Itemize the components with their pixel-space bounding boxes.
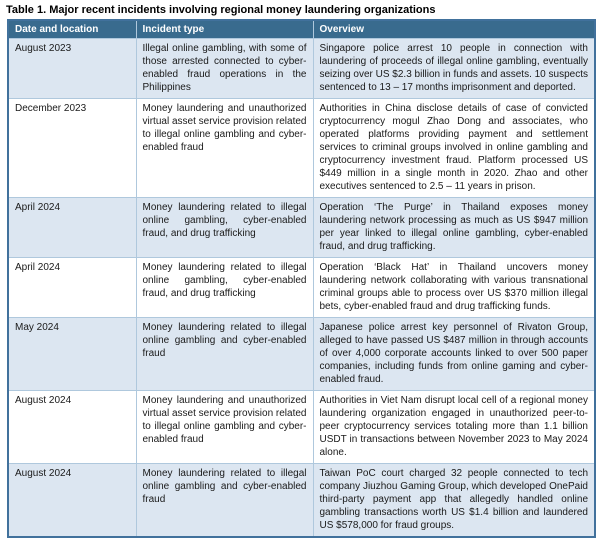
table-row [8,99,595,198]
table-row [8,464,595,538]
cell-incident-type: Money laundering and unauthorized virtual asset service provision related to illegal online gambling and cyber-enabled fraud [136,391,313,464]
cell-incident-type: Money laundering related to illegal online gambling and cyber-enabled fraud [136,318,313,391]
cell-overview: Operation ‘Black Hat’ in Thailand uncovers money laundering network collaborating with various transnational criminal groups able to process over US $370 million illegal bets, cyber-enabled fraud and drug trafficking funds. [313,258,595,318]
cell-date: May 2024 [8,318,136,391]
table-row [8,318,595,391]
cell-incident-type: Money laundering related to illegal online gambling, cyber-enabled fraud, and drug trafficking [136,198,313,258]
cell-overview: Authorities in Viet Nam disrupt local cell of a regional money laundering organization engaged in unauthorized peer-to-peer cryptocurrency services totaling more than 1.1 billion USDT in transactions between November 2023 to May 2024 alone. [313,391,595,464]
header-row [8,20,595,39]
cell-overview: Operation ‘The Purge’ in Thailand exposes money laundering network processing as much as US $947 million per year linked to illegal online gambling, cyber-enabled fraud, and drug trafficking. [313,198,595,258]
cell-overview: Authorities in China disclose details of case of convicted cryptocurrency mogul Zhao Dong and associates, who operated platforms providing payment and settlement services to criminal groups involved in online gambling and cryptocurrency investment fraud. Platform processed US $449 million in a single month in 2020. Zhao and other executives sentenced to 2.5 – 11 years in prison. [313,99,595,198]
cell-date: August 2023 [8,39,136,99]
cell-date: August 2024 [8,391,136,464]
header-overview: Overview [313,20,595,39]
table-row [8,258,595,318]
table-row [8,391,595,464]
table-title: Table 1. Major recent incidents involving regional money laundering organizations [6,4,436,16]
table-row [8,198,595,258]
cell-overview: Japanese police arrest key personnel of Rivaton Group, alleged to have passed US $487 million in through accounts of over 4,000 corporate accounts linked to over 500 paper companies, including funds from online gaming and cyber-enabled fraud. [313,318,595,391]
cell-date: August 2024 [8,464,136,538]
cell-date: April 2024 [8,198,136,258]
cell-incident-type: Money laundering related to illegal online gambling and cyber-enabled fraud [136,464,313,538]
cell-date: December 2023 [8,99,136,198]
cell-incident-type: Illegal online gambling, with some of those arrested connected to cyber-enabled fraud operations in the Philippines [136,39,313,99]
cell-date: April 2024 [8,258,136,318]
cell-overview: Taiwan PoC court charged 32 people connected to tech company Jiuzhou Gaming Group, which developed OnePaid third-party payment app that allegedly handled online gambling transactions worth US $1.4 billion and laundered US $578,000 for fraud groups. [313,464,595,538]
header-incident-type: Incident type [136,20,313,39]
cell-incident-type: Money laundering related to illegal online gambling, cyber-enabled fraud, and drug trafficking [136,258,313,318]
incidents-table [7,19,596,538]
cell-incident-type: Money laundering and unauthorized virtual asset service provision related to illegal online gambling and cyber-enabled fraud [136,99,313,198]
table-row [8,39,595,99]
header-date-location: Date and location [8,20,136,39]
cell-overview: Singapore police arrest 10 people in connection with laundering of proceeds of illegal online gambling, eventually seizing over US $2.3 billion in funds and assets. 10 suspects sentenced to 13 – 17 months imprisonment and deported. [313,39,595,99]
